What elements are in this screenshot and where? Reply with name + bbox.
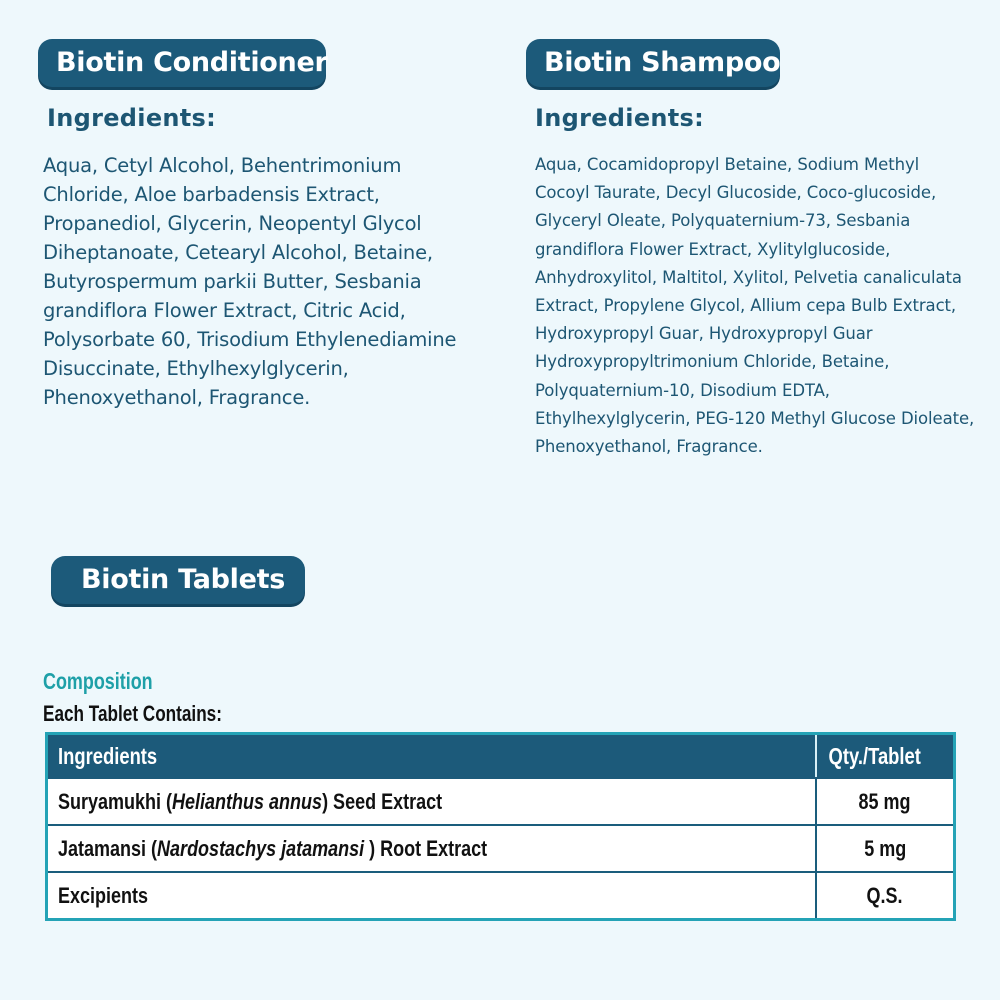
header-qty-label: Qty./Tablet [828, 742, 921, 769]
qty-cell [816, 825, 955, 872]
each-tablet-label: Each Tablet Contains: [43, 701, 222, 726]
qty-cell [816, 778, 955, 825]
header-qty [816, 734, 955, 779]
ingredient-cell [47, 825, 817, 872]
table-row [47, 778, 955, 825]
ingredient-name [58, 836, 487, 862]
ingredient-name [58, 789, 442, 815]
header-ingredients-label: Ingredients [58, 742, 158, 769]
table-row [47, 872, 955, 920]
ingredient-prefix: Excipients [58, 882, 149, 908]
qty-value: Q.S. [866, 882, 903, 908]
header-ingredients [47, 734, 817, 779]
table-row [47, 825, 955, 872]
shampoo-title-badge: Biotin Shampoo [526, 39, 780, 87]
ingredient-prefix: Suryamukhi ( [58, 788, 173, 814]
ingredient-prefix: Jatamansi ( [58, 835, 158, 861]
tablets-title-badge: Biotin Tablets [51, 556, 305, 604]
conditioner-ingredients-text: Aqua, Cetyl Alcohol, Behentrimonium Chloride, Aloe barbadensis Extract, Propanediol, Glycerin, Neopentyl Glycol Diheptanoate, Cetearyl Alcohol, Betaine, Butyrospermum parkii Butter, Sesbania grandiflora Flower Extract, Citric Acid, Polysorbate 60, Trisodium Ethylenediamine Disuccinate, Ethylhexylglycerin, Phenoxyethanol, Fragrance. [43, 154, 457, 409]
ingredient-latin-name: Nardostachys jatamansi [157, 835, 365, 861]
composition-label: Composition [43, 668, 153, 694]
qty-value: 85 mg [858, 788, 912, 814]
ingredient-suffix: ) Seed Extract [322, 788, 443, 814]
qty-cell [816, 872, 955, 920]
ingredient-cell [47, 872, 817, 920]
ingredient-cell [47, 778, 817, 825]
ingredient-latin-name: Helianthus annus [172, 788, 323, 814]
ingredient-name [58, 883, 148, 909]
conditioner-ingredients-heading: Ingredients: [47, 104, 217, 132]
ingredient-suffix: ) Root Extract [364, 835, 488, 861]
table-header-row [47, 734, 955, 779]
conditioner-title-badge: Biotin Conditioner [38, 39, 326, 87]
qty-value: 5 mg [863, 835, 906, 861]
shampoo-ingredients-text: Aqua, Cocamidopropyl Betaine, Sodium Methyl Cocoyl Taurate, Decyl Glucoside, Coco-glucoside, Glyceryl Oleate, Polyquaternium-73, Sesbania grandiflora Flower Extract, Xylitylglucoside, Anhydroxylitol, Maltitol, Xylitol, Pelvetia canaliculata Extract, Propylene Glycol, Allium cepa Bulb Extract, Hydroxypropyl Guar, Hydroxypropyl Guar Hydroxypropyltrimonium Chloride, Betaine, Polyquaternium-10, Disodium EDTA, Ethylhexylglycerin, PEG-120 Methyl Glucose Dioleate, Phenoxyethanol, Fragrance. [535, 155, 975, 457]
composition-table [45, 732, 956, 921]
shampoo-ingredients-heading: Ingredients: [535, 104, 705, 132]
